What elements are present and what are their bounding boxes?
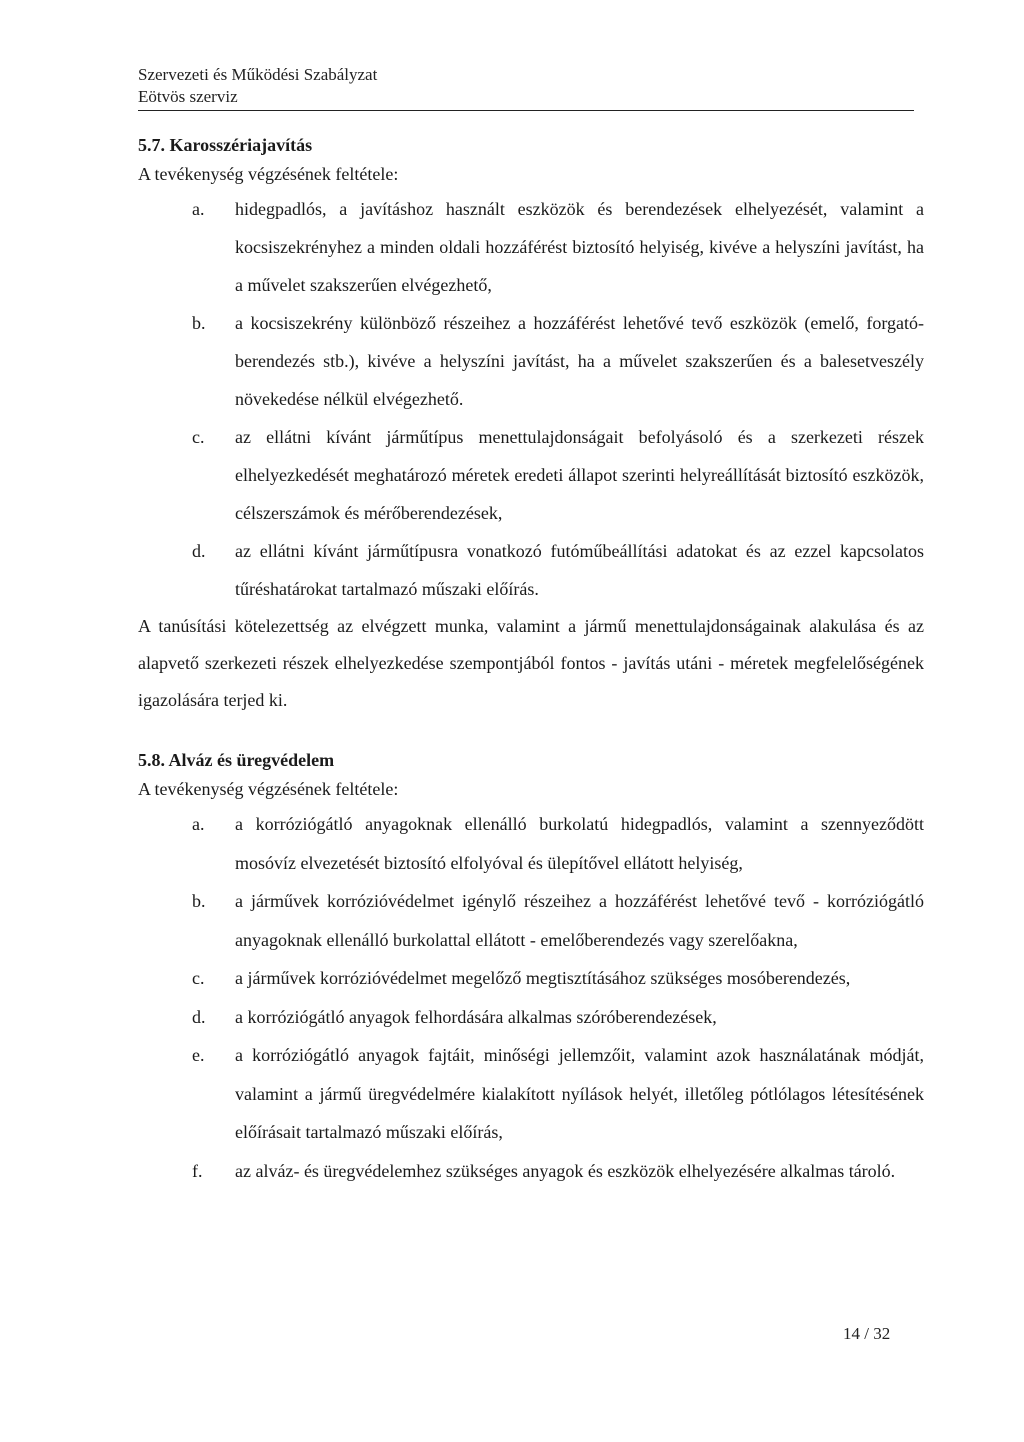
list-item-text: a korróziógátló anyagok felhordására alkalmas szóróberendezések, [235, 1006, 717, 1027]
page-number: 14 / 32 [843, 1324, 891, 1343]
list-item-text: a korróziógátló anyagok fajtáit, minőségi jellemzőit, valamint azok használatának módját, valamint a jármű üregvédelmére kialakított nyílások helyét, illetőleg pótlólagos létesítésének előírásait tartalmazó műszaki előírás, [235, 1045, 924, 1142]
condition-list-5-7 [138, 190, 924, 608]
list-item [138, 1152, 924, 1191]
list-item-text: az ellátni kívánt járműtípus menettulajdonságait befolyásoló és a szerkezeti részek elhelyezkedését meghatározó méretek eredeti állapot szerinti helyreállítását biztosító eszközök, célszerszámok és mérőberendezések, [235, 427, 924, 523]
section-condition-label: A tevékenység végzésének feltétele: [138, 779, 399, 799]
list-item-text: a korróziógátló anyagoknak ellenálló burkolatú hidegpadlós, valamint a szennyeződött mosóvíz elvezetését biztosító elfolyóval és ülepítővel ellátott helyiség, [235, 814, 924, 873]
list-item-letter: a. [192, 814, 205, 834]
header-document-title: Szervezeti és Működési Szabályzat [138, 65, 378, 84]
list-item [138, 304, 924, 418]
list-item [138, 805, 924, 882]
header-organization: Eötvös szerviz [138, 87, 238, 106]
list-item-text: a kocsiszekrény különböző részeihez a hozzáférést lehetővé tevő eszközök (emelő, forgató-berendezés stb.), kivéve a helyszíni javítást, ha a művelet szakszerűen és a balesetveszély növekedése nélkül elvégezhető. [235, 313, 924, 409]
page-header [138, 64, 914, 111]
list-item-letter: c. [192, 427, 205, 447]
list-item-text: az ellátni kívánt járműtípusra vonatkozó futóműbeállítási adatokat és az ezzel kapcsolatos tűréshatárokat tartalmazó műszaki előírás. [235, 541, 924, 599]
list-item [138, 998, 924, 1037]
list-item-letter: a. [192, 199, 205, 219]
list-item-letter: c. [192, 968, 205, 988]
list-item [138, 882, 924, 959]
certification-paragraph: A tanúsítási kötelezettség az elvégzett munka, valamint a jármű menettulajdonságainak alakulása és az alapvető szerkezeti részek elhelyezkedése szempontjából fontos - javítás utáni - méretek megfelelőségének igazolására terjed ki. [138, 616, 924, 710]
list-item-text: a járművek korrózióvédelmet megelőző megtisztításához szükséges mosóberendezés, [235, 968, 851, 988]
list-item [138, 418, 924, 532]
list-item-letter: f. [192, 1160, 203, 1181]
list-item [138, 1036, 924, 1152]
condition-list-5-8 [138, 805, 924, 1190]
list-item [138, 959, 924, 998]
list-item-letter: b. [192, 313, 206, 333]
list-item-letter: d. [192, 1006, 206, 1027]
section-condition-label: A tevékenység végzésének feltétele: [138, 164, 399, 184]
list-item [138, 532, 924, 608]
list-item-letter: e. [192, 1045, 205, 1065]
list-item-letter: b. [192, 891, 206, 911]
list-item [138, 190, 924, 304]
page-content [138, 132, 924, 1190]
list-item-text: az alváz- és üregvédelemhez szükséges anyagok és eszközök elhelyezésére alkalmas tároló. [235, 1160, 896, 1181]
section-title-5-8: 5.8. Alváz és üregvédelem [138, 750, 335, 770]
list-item-text: a járművek korrózióvédelmet igénylő részeihez a hozzáférést lehetővé tevő - korróziógátló anyagoknak ellenálló burkolattal ellátott - emelőberendezés vagy szerelőakna, [235, 891, 924, 950]
list-item-letter: d. [192, 541, 206, 561]
section-title-5-7: 5.7. Karosszériajavítás [138, 135, 313, 155]
list-item-text: hidegpadlós, a javításhoz használt eszközök és berendezések elhelyezését, valamint a kocsiszekrényhez a minden oldali hozzáférést biztosító helyiség, kivéve a helyszíni javítást, ha a művelet szakszerűen elvégezhető, [235, 199, 924, 295]
